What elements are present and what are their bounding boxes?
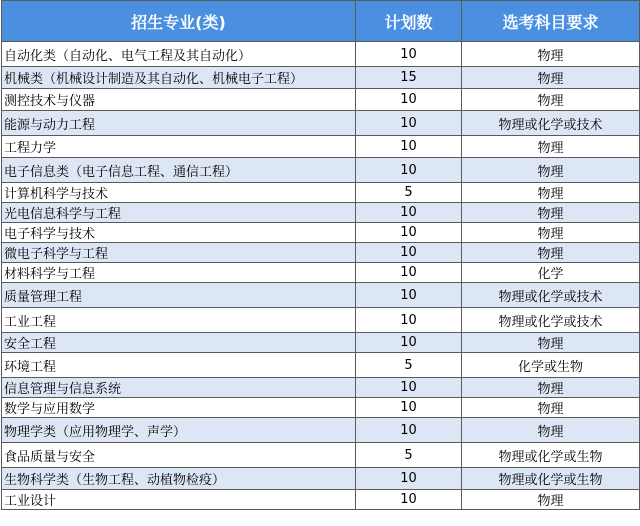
plan-cell: 10 [356, 111, 462, 136]
table-row [2, 398, 640, 418]
header-major: 招生专业(类) [2, 1, 356, 42]
requirement-cell: 物理 [462, 67, 640, 89]
requirement-cell: 物理 [462, 378, 640, 398]
major-cell: 材料科学与工程 [2, 263, 356, 283]
major-cell: 电子信息类（电子信息工程、通信工程） [2, 158, 356, 183]
table-row [2, 111, 640, 136]
major-cell: 电子科学与技术 [2, 223, 356, 243]
requirement-cell: 物理或化学或技术 [462, 308, 640, 333]
requirement-cell: 物理或化学或生物 [462, 443, 640, 468]
plan-cell: 10 [356, 203, 462, 223]
requirement-cell: 物理 [462, 243, 640, 263]
plan-cell: 15 [356, 67, 462, 89]
table-row [2, 308, 640, 333]
table-row [2, 443, 640, 468]
requirement-cell: 物理 [462, 42, 640, 67]
major-cell: 质量管理工程 [2, 283, 356, 308]
plan-cell: 10 [356, 136, 462, 158]
major-cell: 工业工程 [2, 308, 356, 333]
table-row [2, 418, 640, 443]
requirement-cell: 物理或化学或生物 [462, 468, 640, 490]
table-row [2, 136, 640, 158]
table-row [2, 378, 640, 398]
plan-cell: 10 [356, 333, 462, 353]
header-plan: 计划数 [356, 1, 462, 42]
requirement-cell: 物理或化学或技术 [462, 283, 640, 308]
table-row [2, 203, 640, 223]
requirement-cell: 物理 [462, 203, 640, 223]
major-cell: 数学与应用数学 [2, 398, 356, 418]
table-row [2, 89, 640, 111]
table-row [2, 67, 640, 89]
table-row [2, 333, 640, 353]
plan-cell: 10 [356, 263, 462, 283]
plan-cell: 10 [356, 89, 462, 111]
major-cell: 食品质量与安全 [2, 443, 356, 468]
plan-cell: 10 [356, 468, 462, 490]
plan-cell: 5 [356, 183, 462, 203]
major-cell: 光电信息科学与工程 [2, 203, 356, 223]
admissions-table [1, 0, 640, 510]
requirement-cell: 物理 [462, 333, 640, 353]
major-cell: 自动化类（自动化、电气工程及其自动化） [2, 42, 356, 67]
plan-cell: 10 [356, 223, 462, 243]
plan-cell: 10 [356, 308, 462, 333]
plan-cell: 10 [356, 243, 462, 263]
requirement-cell: 物理 [462, 223, 640, 243]
requirement-cell: 化学 [462, 263, 640, 283]
requirement-cell: 物理或化学或技术 [462, 111, 640, 136]
major-cell: 计算机科学与技术 [2, 183, 356, 203]
table-row [2, 158, 640, 183]
table-row [2, 468, 640, 490]
header-requirement: 选考科目要求 [462, 1, 640, 42]
major-cell: 微电子科学与工程 [2, 243, 356, 263]
plan-cell: 10 [356, 398, 462, 418]
plan-cell: 10 [356, 378, 462, 398]
major-cell: 工业设计 [2, 490, 356, 510]
major-cell: 机械类（机械设计制造及其自动化、机械电子工程） [2, 67, 356, 89]
requirement-cell: 物理 [462, 183, 640, 203]
plan-cell: 10 [356, 283, 462, 308]
requirement-cell: 物理 [462, 158, 640, 183]
table-row [2, 42, 640, 67]
plan-cell: 10 [356, 490, 462, 510]
table-row [2, 263, 640, 283]
requirement-cell: 物理 [462, 136, 640, 158]
requirement-cell: 物理 [462, 418, 640, 443]
table-row [2, 183, 640, 203]
major-cell: 生物科学类（生物工程、动植物检疫） [2, 468, 356, 490]
major-cell: 能源与动力工程 [2, 111, 356, 136]
major-cell: 安全工程 [2, 333, 356, 353]
requirement-cell: 物理 [462, 398, 640, 418]
plan-cell: 10 [356, 42, 462, 67]
table-header-row [2, 1, 640, 42]
plan-cell: 5 [356, 443, 462, 468]
table-row [2, 243, 640, 263]
major-cell: 环境工程 [2, 353, 356, 378]
plan-cell: 10 [356, 158, 462, 183]
major-cell: 信息管理与信息系统 [2, 378, 356, 398]
plan-cell: 10 [356, 418, 462, 443]
major-cell: 物理学类（应用物理学、声学） [2, 418, 356, 443]
requirement-cell: 物理 [462, 490, 640, 510]
table-row [2, 353, 640, 378]
table-row [2, 223, 640, 243]
requirement-cell: 物理 [462, 89, 640, 111]
major-cell: 工程力学 [2, 136, 356, 158]
table-row [2, 490, 640, 510]
plan-cell: 5 [356, 353, 462, 378]
major-cell: 测控技术与仪器 [2, 89, 356, 111]
requirement-cell: 化学或生物 [462, 353, 640, 378]
table-row [2, 283, 640, 308]
